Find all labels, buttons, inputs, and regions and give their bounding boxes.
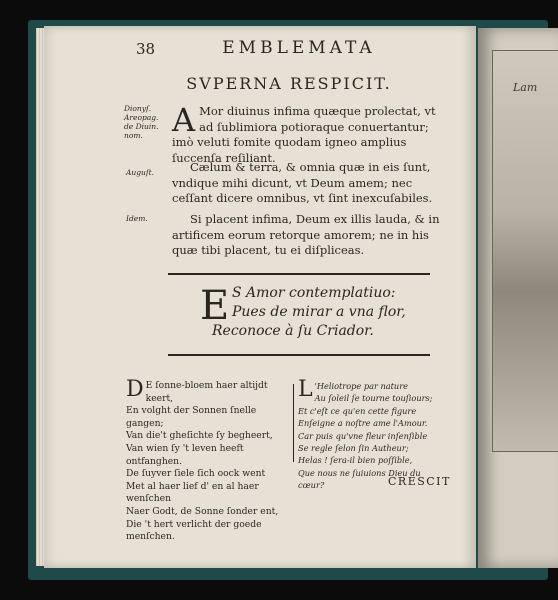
verse-line: Reconoce à ſu Criador.	[212, 323, 374, 339]
verse-line: Helas ! ſera-il bien poſſible,	[298, 455, 413, 466]
column-divider	[293, 384, 294, 462]
dropcap: E	[200, 283, 230, 329]
verse-line: Van wien ſy 't leven heeft ontfanghen.	[126, 442, 244, 467]
verse-line: Naer Godt, de Sonne ſonder ent,	[126, 505, 279, 517]
verse-line: Au ſoleil ſe tourne touſiours;	[314, 393, 433, 404]
verse-line: Enſeigne a noſtre ame l'Amour.	[298, 418, 428, 429]
sidenote: Auguſt.	[126, 168, 155, 177]
verse-line: Van die't gheſichte ſy begheert,	[126, 430, 273, 442]
catchword: CRESCIT	[388, 475, 451, 488]
sidenote: Idem.	[126, 214, 148, 223]
verse-line: Se regle ſelon ſin Autheur;	[298, 443, 409, 454]
verse-line: 'Heliotrope par nature	[314, 381, 408, 391]
dropcap: A	[172, 101, 196, 139]
dutch-verse	[126, 377, 296, 544]
verse-line: De ſuyver ſiele ſich oock went	[126, 468, 266, 480]
verse-line: Car puis qu'vne fleur inſenſible	[298, 430, 428, 441]
latin-paragraph: Cælum & terra, & omnia quæ in eis ſunt, vndique mihi dicunt, vt Deum amem; nec ceſſant dicere omnibus, vt ſint inexcuſabiles.	[172, 160, 433, 205]
verse-line: E ſonne-bloem haer altijdt keert,	[145, 380, 268, 404]
dropcap: L	[298, 377, 313, 402]
engraving-plate	[492, 50, 558, 452]
verse-line: Pues de mirar a vna flor,	[232, 304, 406, 320]
verse-line: Die 't hert verlicht der goede menſchen.	[126, 518, 262, 543]
plate-caption: Lam	[513, 81, 538, 94]
page-number: 38	[136, 40, 156, 58]
paragraph-text: Mor diuinus infima quæque prolectat, vt ad ſublimiora potioraque conuertantur; imò veluti fomite quodam igneo amplius ſuccenſa reſiliant.	[172, 104, 436, 165]
running-title: EMBLEMATA	[222, 38, 376, 58]
verse-line: Et c'eſt ce qu'en cette figure	[298, 405, 417, 416]
verse-line: Que nous ne ſuiuions Dieu du cœur?	[298, 467, 421, 491]
verse-line: En volght der Sonnen ſnelle gangen;	[126, 405, 257, 429]
latin-paragraph	[172, 101, 442, 166]
verse-line: S Amor contemplatiuo:	[232, 285, 396, 301]
latin-paragraph: Si placent infima, Deum ex illis lauda, & in artificem eorum retorque amorem; ne in his quæ tibi placent, tu ei diſpliceas.	[172, 212, 440, 257]
divider-rule	[168, 354, 430, 356]
divider-rule	[168, 273, 430, 275]
dropcap: D	[126, 377, 144, 402]
verse-line: Met al haer lief d' en al haer wenſchen	[126, 480, 259, 505]
facing-page	[478, 28, 558, 568]
spanish-verse	[204, 284, 406, 341]
sidenote: Dionyſ. Areopag. de Diuin. nom.	[124, 104, 159, 140]
emblem-motto: SVPERNA RESPICIT.	[186, 74, 392, 93]
